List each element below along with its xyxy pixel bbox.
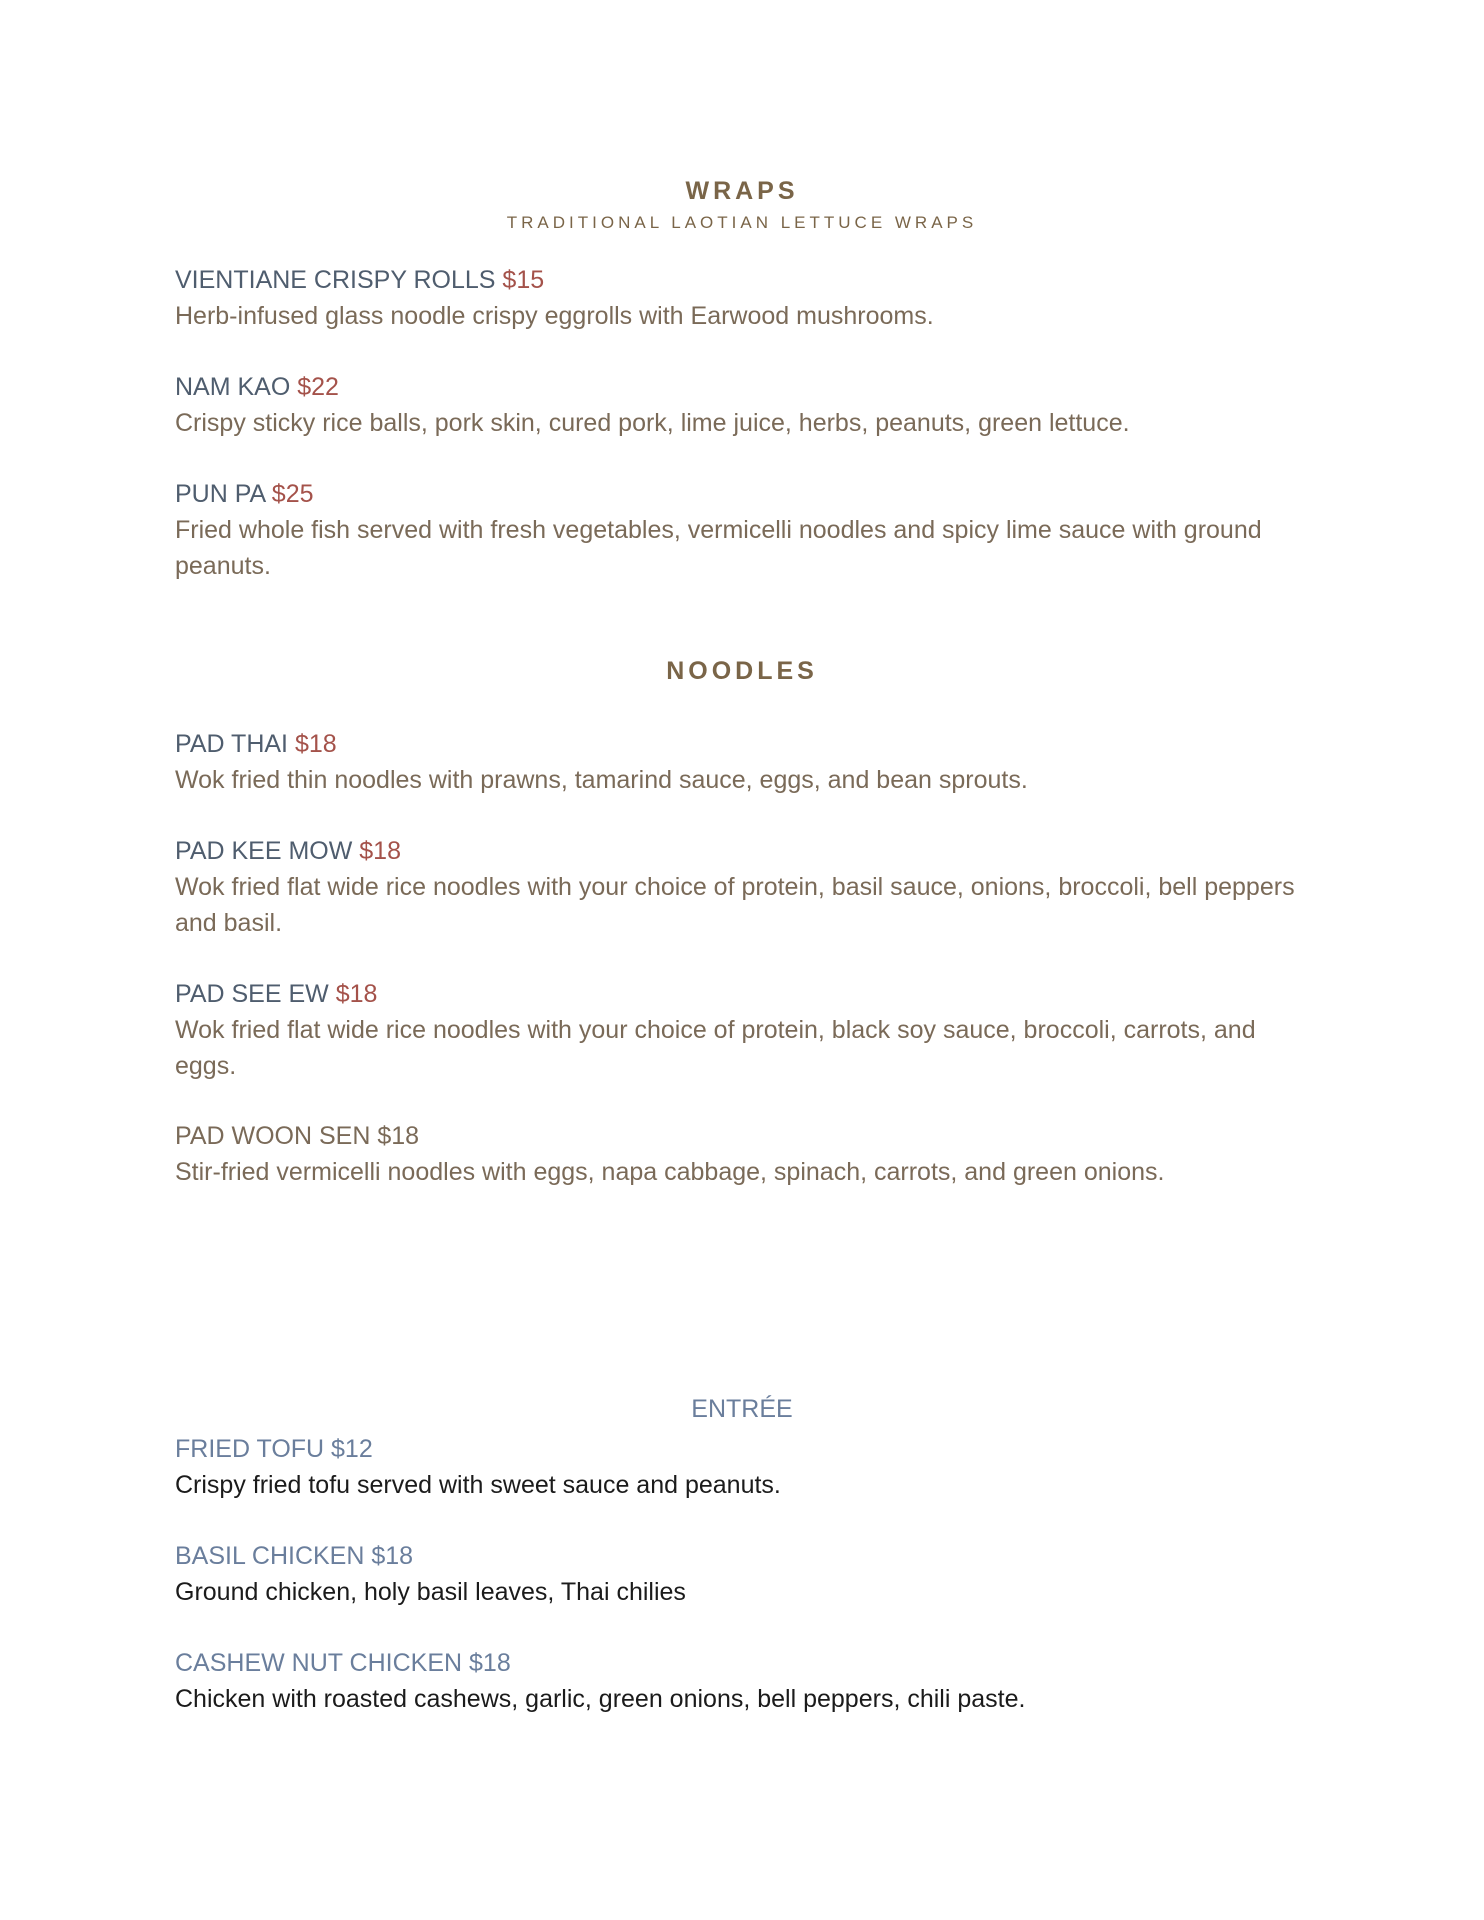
item-name-line [175, 1118, 1315, 1154]
item-price: $18 [359, 837, 401, 865]
item-name: FRIED TOFU [175, 1435, 332, 1463]
wraps-heading: WRAPS [685, 177, 799, 205]
item-price: $18 [294, 730, 337, 758]
menu-item-pad-kee-mow [175, 833, 1315, 941]
item-name-line [175, 976, 1315, 1012]
item-name: PAD THAI [175, 730, 295, 758]
menu-item-basil-chicken [175, 1538, 1315, 1610]
item-price: $25 [271, 480, 314, 508]
item-description: Stir-fried vermicelli noodles with eggs, napa cabbage, spinach, carrots, and green onions. [175, 1158, 1165, 1186]
item-price: $22 [297, 373, 339, 401]
item-name-line [175, 1645, 1315, 1681]
item-description: Wok fried thin noodles with prawns, tamarind sauce, eggs, and bean sprouts. [175, 766, 1028, 794]
item-name-line [175, 726, 1315, 762]
item-name: PAD WOON SEN [175, 1122, 378, 1150]
item-name: PUN PA [175, 480, 272, 508]
wraps-subheading: TRADITIONAL LAOTIAN LETTUCE WRAPS [506, 213, 978, 232]
item-price: $15 [502, 266, 545, 294]
entree-heading: ENTRÉE [691, 1395, 793, 1423]
item-name-line [175, 476, 1315, 512]
menu-item-pun-pa [175, 476, 1315, 584]
item-name-line [175, 1538, 1315, 1574]
item-description: Ground chicken, holy basil leaves, Thai chilies [175, 1578, 686, 1606]
item-description: Herb-infused glass noodle crispy eggrolls with Earwood mushrooms. [175, 302, 934, 330]
item-name: VIENTIANE CRISPY ROLLS [175, 266, 503, 294]
item-price: $12 [331, 1435, 373, 1463]
noodles-heading: NOODLES [666, 657, 818, 685]
item-description: Chicken with roasted cashews, garlic, green onions, bell peppers, chili paste. [175, 1685, 1026, 1713]
item-description: Crispy sticky rice balls, pork skin, cured pork, lime juice, herbs, peanuts, green lettuce. [175, 409, 1130, 437]
item-description: Wok fried flat wide rice noodles with your choice of protein, basil sauce, onions, broccoli, bell peppers and basil. [175, 873, 1295, 937]
item-name: BASIL CHICKEN [175, 1542, 372, 1570]
menu-item-nam-kao [175, 369, 1315, 441]
item-description: Crispy fried tofu served with sweet sauce and peanuts. [175, 1471, 781, 1499]
menu-item-vientiane-crispy-rolls [175, 262, 1315, 334]
menu-item-pad-see-ew [175, 976, 1315, 1084]
item-price: $18 [377, 1122, 420, 1150]
item-name: CASHEW NUT CHICKEN [175, 1649, 470, 1677]
item-name: PAD KEE MOW [175, 837, 360, 865]
item-name: NAM KAO [175, 373, 298, 401]
item-name-line [175, 1431, 1315, 1467]
item-name-line [175, 833, 1315, 869]
item-price: $18 [335, 980, 378, 1008]
item-name-line [175, 262, 1315, 298]
menu-item-fried-tofu [175, 1431, 1315, 1503]
item-description: Wok fried flat wide rice noodles with your choice of protein, black soy sauce, broccoli, carrots, and eggs. [175, 1016, 1256, 1080]
menu-item-cashew-nut-chicken [175, 1645, 1315, 1717]
item-name-line [175, 369, 1315, 405]
item-name: PAD SEE EW [175, 980, 336, 1008]
item-price: $18 [469, 1649, 511, 1677]
item-price: $18 [371, 1542, 414, 1570]
menu-item-pad-thai [175, 726, 1315, 798]
menu-item-pad-woon-sen [175, 1118, 1315, 1190]
item-description: Fried whole fish served with fresh vegetables, vermicelli noodles and spicy lime sauce with ground peanuts. [175, 516, 1262, 580]
